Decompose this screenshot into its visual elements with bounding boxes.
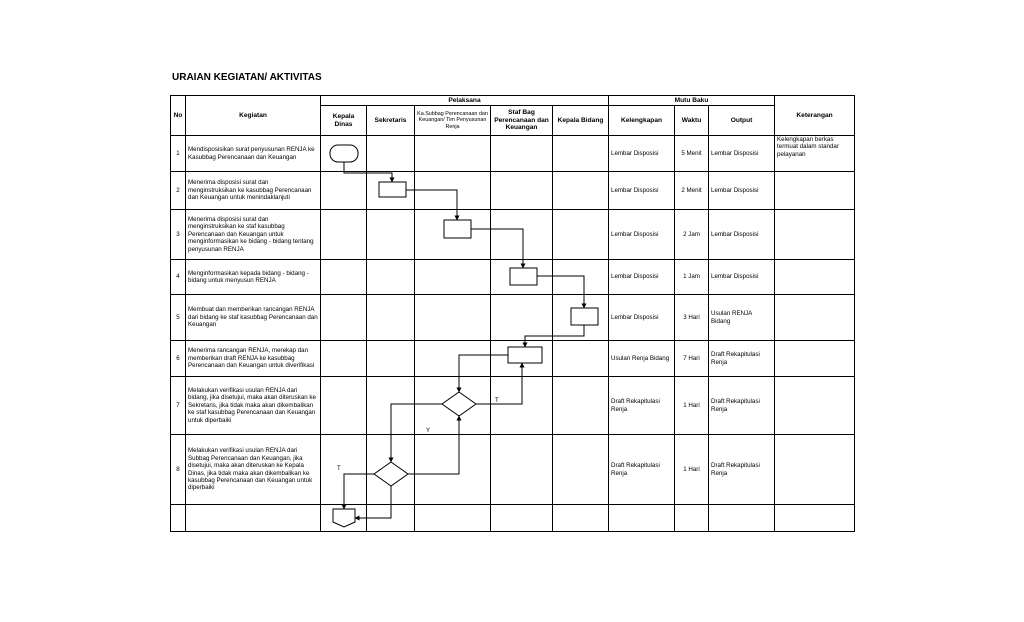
activity-cell: [186, 505, 321, 532]
lane-kasubbag: [415, 260, 491, 295]
table-row: [171, 210, 855, 260]
output-cell: [709, 505, 775, 532]
lane-kepala-dinas: [321, 136, 367, 172]
lane-kasubbag: [415, 172, 491, 210]
table-row: [171, 505, 855, 532]
lane-staf-bag: [491, 210, 553, 260]
lane-kepala-dinas: [321, 295, 367, 341]
row-number: 8: [171, 435, 186, 505]
flow-label-y1: Y: [426, 428, 431, 434]
waktu-cell: 1 Jam: [675, 260, 709, 295]
lane-sekretaris: [367, 505, 415, 532]
activity-cell: Menerima disposisi surat dan menginstruksikan ke staf kasubbag Perencanaan dan Keuangan untuk menginformasikan ke bidang - bidang tentang penyusunan RENJA: [186, 210, 321, 260]
output-cell: Lembar Disposisi: [709, 136, 775, 172]
row-number: 6: [171, 341, 186, 377]
lane-sekretaris: [367, 172, 415, 210]
lane-staf-bag: [491, 435, 553, 505]
row-number: [171, 505, 186, 532]
header-no: No: [171, 96, 186, 136]
table-row: [171, 377, 855, 435]
header-kegiatan: Kegiatan: [186, 96, 321, 136]
lane-staf-bag: [491, 341, 553, 377]
kelengkapan-cell: Lembar Disposisi: [609, 210, 675, 260]
kelengkapan-cell: Lembar Disposisi: [609, 295, 675, 341]
activity-cell: Melakukan verifikasi usulan RENJA dari bidang, jika disetujui, maka akan diteruskan ke Sekretaris, jika tidak maka akan dikembalikan ke staf kasubbag Perencanaan dan Keuangan untuk diperbaiki: [186, 377, 321, 435]
lane-sekretaris: [367, 341, 415, 377]
lane-staf-bag: [491, 172, 553, 210]
waktu-cell: 3 Hari: [675, 295, 709, 341]
output-cell: Lembar Disposisi: [709, 210, 775, 260]
lane-kasubbag: [415, 136, 491, 172]
table-row: [171, 172, 855, 210]
lane-kepala-bidang: [553, 341, 609, 377]
table-row: [171, 435, 855, 505]
lane-kepala-bidang: [553, 136, 609, 172]
activity-cell: Menerima disposisi surat dan menginstruksikan ke kasubbag Perencanaan dan Keuangan untuk menindaklanjuti: [186, 172, 321, 210]
waktu-cell: 5 Menit: [675, 136, 709, 172]
header-staf-bag: Staf Bag Perencanaan dan Keuangan: [491, 106, 553, 136]
lane-staf-bag: [491, 505, 553, 532]
output-cell: Lembar Disposisi: [709, 260, 775, 295]
row-number: 3: [171, 210, 186, 260]
output-cell: Usulan RENJA Bidang: [709, 295, 775, 341]
waktu-cell: 7 Hari: [675, 341, 709, 377]
header-kepala-dinas: Kepala Dinas: [321, 106, 367, 136]
lane-sekretaris: [367, 260, 415, 295]
lane-kasubbag: [415, 210, 491, 260]
lane-kasubbag: [415, 377, 491, 435]
waktu-cell: [675, 505, 709, 532]
row-number: 7: [171, 377, 186, 435]
row-number: 1: [171, 136, 186, 172]
kelengkapan-cell: Lembar Disposisi: [609, 136, 675, 172]
keterangan-cell: Kelengkapan berkas termuat dalam standar pelayanan: [775, 136, 855, 172]
lane-sekretaris: [367, 210, 415, 260]
lane-sekretaris: [367, 435, 415, 505]
lane-kepala-bidang: [553, 260, 609, 295]
kelengkapan-cell: [609, 505, 675, 532]
keterangan-cell: [775, 377, 855, 435]
lane-staf-bag: [491, 136, 553, 172]
row-number: 5: [171, 295, 186, 341]
keterangan-cell: [775, 260, 855, 295]
header-kelengkapan: Kelengkapan: [609, 106, 675, 136]
lane-kepala-bidang: [553, 295, 609, 341]
output-cell: Draft Rekapitulasi Renja: [709, 341, 775, 377]
lane-sekretaris: [367, 136, 415, 172]
kelengkapan-cell: Usulan Renja Bidang: [609, 341, 675, 377]
activity-cell: Mendisposisikan surat penyusunan RENJA ke Kasubbag Perencanaan dan Keuangan: [186, 136, 321, 172]
lane-kasubbag: [415, 505, 491, 532]
lane-kepala-bidang: [553, 377, 609, 435]
lane-staf-bag: [491, 377, 553, 435]
keterangan-cell: [775, 341, 855, 377]
lane-kepala-dinas: [321, 172, 367, 210]
keterangan-cell: [775, 435, 855, 505]
lane-kepala-dinas: [321, 435, 367, 505]
activity-cell: Menerima rancangan RENJA, merekap dan memberikan draft RENJA ke kasubbag Perencanaan dan Keuangan untuk diverifikasi: [186, 341, 321, 377]
table-row: [171, 260, 855, 295]
flow-label-t1: T: [495, 398, 499, 404]
header-mutu-baku: Mutu Baku: [609, 96, 775, 106]
activity-table: [170, 95, 855, 532]
flow-label-t2: T: [337, 466, 341, 472]
table-row: [171, 136, 855, 172]
document-title: URAIAN KEGIATAN/ AKTIVITAS: [172, 72, 322, 83]
header-kasubbag: Ka.Subbag Perencanaan dan Keuangan/ Tim Penyusunan Renja: [415, 106, 491, 136]
output-cell: Lembar Disposisi: [709, 172, 775, 210]
lane-kepala-bidang: [553, 210, 609, 260]
lane-kepala-dinas: [321, 505, 367, 532]
lane-kepala-bidang: [553, 505, 609, 532]
lane-kepala-dinas: [321, 341, 367, 377]
output-cell: Draft Rekapitulasi Renja: [709, 377, 775, 435]
header-pelaksana: Pelaksana: [321, 96, 609, 106]
waktu-cell: 1 Hari: [675, 377, 709, 435]
waktu-cell: 2 Jam: [675, 210, 709, 260]
kelengkapan-cell: Draft Rekapitulasi Renja: [609, 435, 675, 505]
table-row: [171, 295, 855, 341]
keterangan-cell: [775, 295, 855, 341]
keterangan-cell: [775, 210, 855, 260]
keterangan-cell: [775, 505, 855, 532]
header-keterangan: Keterangan: [775, 96, 855, 136]
lane-kepala-dinas: [321, 260, 367, 295]
keterangan-cell: [775, 172, 855, 210]
lane-staf-bag: [491, 295, 553, 341]
lane-kepala-bidang: [553, 435, 609, 505]
lane-kepala-dinas: [321, 210, 367, 260]
lane-kasubbag: [415, 341, 491, 377]
waktu-cell: 2 Menit: [675, 172, 709, 210]
activity-cell: Menginformasikan kepada bidang - bidang - bidang untuk menyusun RENJA: [186, 260, 321, 295]
header-output: Output: [709, 106, 775, 136]
lane-sekretaris: [367, 377, 415, 435]
lane-kepala-bidang: [553, 172, 609, 210]
kelengkapan-cell: Draft Rekapitulasi Renja: [609, 377, 675, 435]
lane-staf-bag: [491, 260, 553, 295]
row-number: 2: [171, 172, 186, 210]
header-kepala-bidang: Kepala Bidang: [553, 106, 609, 136]
lane-sekretaris: [367, 295, 415, 341]
activity-cell: Melakukan verifikasi usulan RENJA dari Subbag Perencanaan dan Keuangan, jika disetujui, maka akan diteruskan ke Kepala Dinas, jika tidak maka akan dikembalikan ke kasubbag Perencanaan dan Keuangan untuk diperbaiki: [186, 435, 321, 505]
kelengkapan-cell: Lembar Disposisi: [609, 260, 675, 295]
header-waktu: Waktu: [675, 106, 709, 136]
row-number: 4: [171, 260, 186, 295]
lane-kepala-dinas: [321, 377, 367, 435]
table-row: [171, 341, 855, 377]
waktu-cell: 1 Hari: [675, 435, 709, 505]
activity-cell: Membuat dan memberikan rancangan RENJA dari bidang ke staf kasubbag Perencanaan dan Keuangan: [186, 295, 321, 341]
lane-kasubbag: [415, 435, 491, 505]
header-sekretaris: Sekretaris: [367, 106, 415, 136]
lane-kasubbag: [415, 295, 491, 341]
output-cell: Draft Rekapitulasi Renja: [709, 435, 775, 505]
kelengkapan-cell: Lembar Disposisi: [609, 172, 675, 210]
